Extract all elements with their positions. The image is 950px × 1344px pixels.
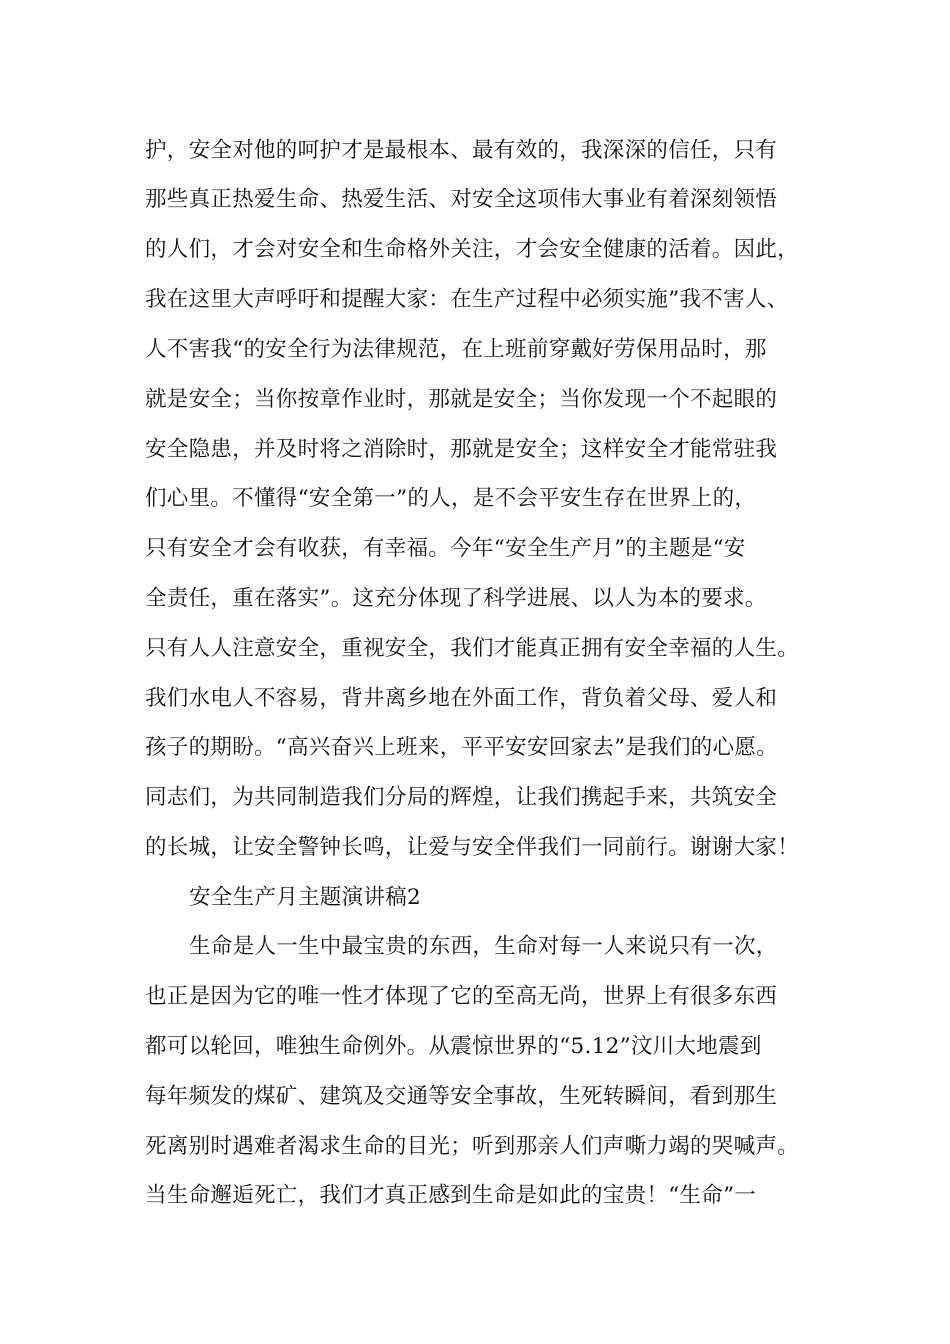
text-line: 孩子的期盼。“高兴奋兴上班来，平平安安回家去”是我们的心愿。 xyxy=(145,735,778,760)
text-line: 死离别时遇难者渴求生命的目光；听到那亲人们声嘶力竭的哭喊声。 xyxy=(145,1134,800,1159)
text-line: 每年频发的煤矿、建筑及交通等安全事故，生死转瞬间，看到那生 xyxy=(145,1084,778,1109)
text-line: 那些真正热爱生命、热爱生活、对安全这项伟大事业有着深刻领悟 xyxy=(145,187,778,212)
text-line: 只有人人注意安全，重视安全，我们才能真正拥有安全幸福的人生。 xyxy=(145,636,800,661)
text-line: 人不害我“的安全行为法律规范，在上班前穿戴好劳保用品时，那 xyxy=(145,337,767,362)
text-line: 安全隐患，并及时将之消除时，那就是安全；这样安全才能常驻我 xyxy=(145,437,778,462)
text-line: 的人们，才会对安全和生命格外关注，才会安全健康的活着。因此， xyxy=(145,237,800,262)
text-line: 我在这里大声呼吁和提醒大家：在生产过程中必须实施”我不害人、 xyxy=(145,287,789,312)
text-line: 护，安全对他的呵护才是最根本、最有效的，我深深的信任，只有 xyxy=(145,138,778,163)
text-line: 们心里。不懂得“安全第一”的人，是不会平安生存在世界上的， xyxy=(145,486,757,511)
text-line: 生命是人一生中最宝贵的东西，生命对每一人来说只有一次， xyxy=(189,934,778,959)
text-line: 也正是因为它的唯一性才体现了它的至高无尚，世界上有很多东西 xyxy=(145,984,778,1009)
text-line: 同志们，为共同制造我们分局的辉煌，让我们携起手来，共筑安全 xyxy=(145,785,778,810)
text-line: 当生命邂逅死亡，我们才真正感到生命是如此的宝贵！“生命”一 xyxy=(145,1183,757,1208)
text-line: 我们水电人不容易，背井离乡地在外面工作，背负着父母、爱人和 xyxy=(145,686,778,711)
text-line: 只有安全才会有收获，有幸福。今年“安全生产月”的主题是“安 xyxy=(145,536,746,561)
section-heading: 安全生产月主题演讲稿2 xyxy=(189,885,421,910)
text-line: 都可以轮回，唯独生命例外。从震惊世界的“5.12”汶川大地震到 xyxy=(145,1034,762,1059)
text-line: 的长城，让安全警钟长鸣，让爱与安全伴我们一同前行。谢谢大家！ xyxy=(145,835,800,860)
text-line: 就是安全；当你按章作业时，那就是安全；当你发现一个不起眼的 xyxy=(145,387,778,412)
text-line: 全责任，重在落实”。这充分体现了科学进展、以人为本的要求。 xyxy=(145,586,767,611)
